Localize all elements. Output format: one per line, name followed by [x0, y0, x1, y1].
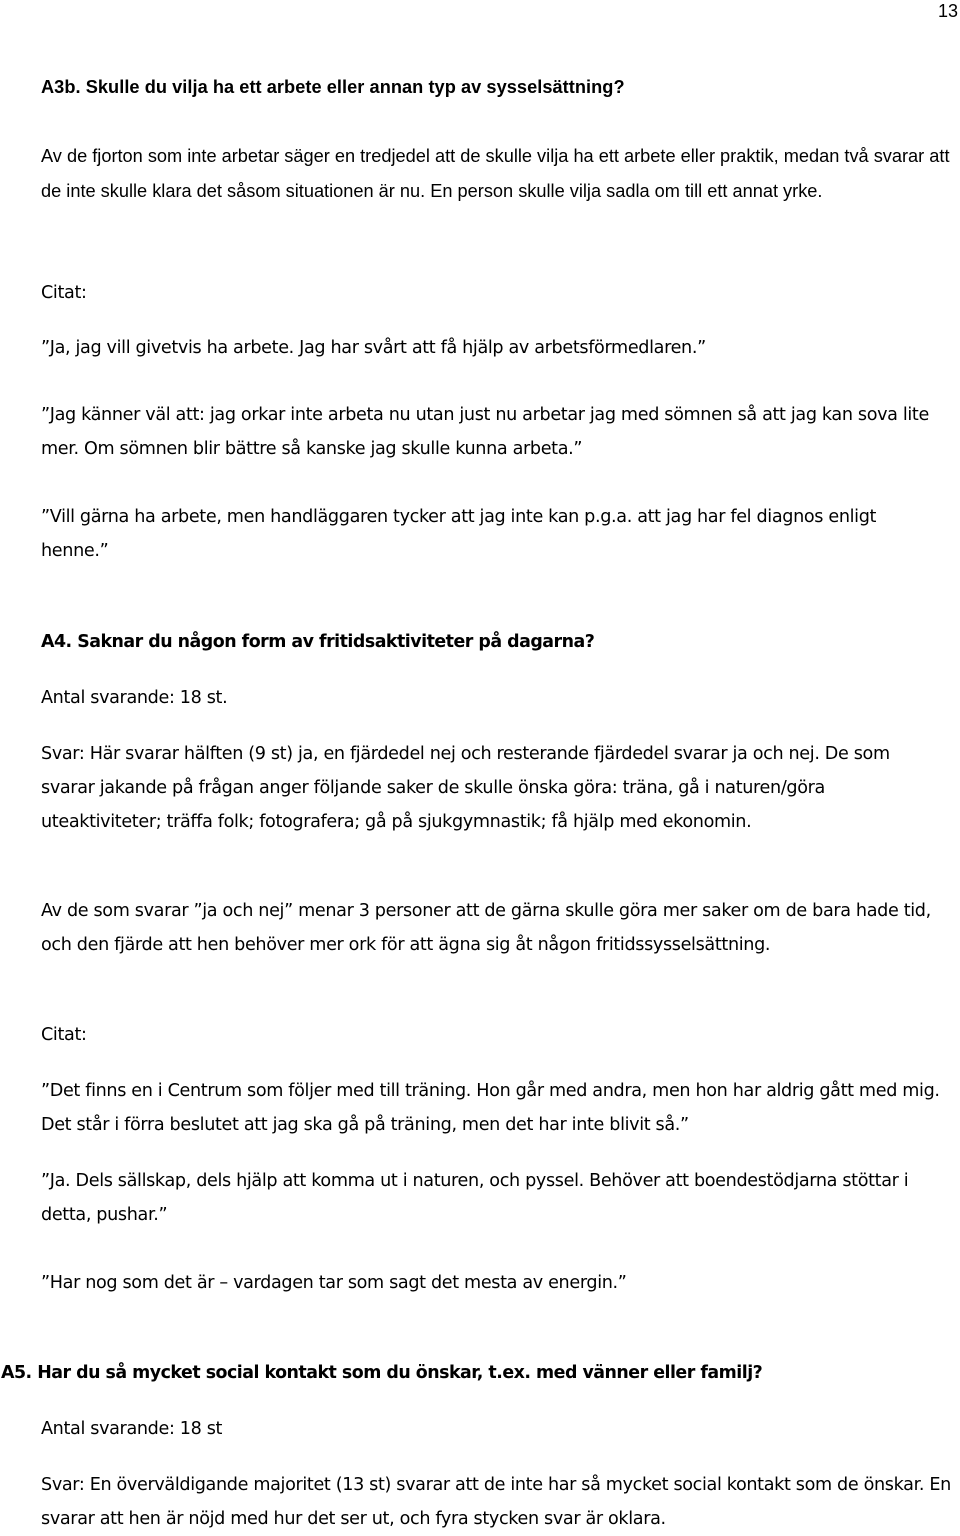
page-number: 13	[937, 1, 958, 21]
a4-answer-2: Av de som svarar ”ja och nej” menar 3 personer att de gärna skulle göra mer saker om de bara hade tid, och den fjärde att hen behöver mer ork för att ägna sig åt någon fritidssysselsättning.	[41, 901, 931, 955]
a5-respondents: Antal svarande: 18 st	[41, 1419, 223, 1439]
a3b-quote-label: Citat:	[41, 283, 87, 303]
a4-quote-2: ”Ja. Dels sällskap, dels hjälp att komma ut i naturen, och pyssel. Behöver att boendestödjarna stöttar i detta, pushar.”	[41, 1171, 909, 1225]
section-heading-a3b: A3b. Skulle du vilja ha ett arbete eller annan typ av sysselsättning?	[41, 77, 625, 97]
a4-answer: Svar: Här svarar hälften (9 st) ja, en fjärdedel nej och resterande fjärdedel svarar ja och nej. De som svarar jakande på frågan anger följande saker de skulle önska göra: träna, gå i naturen/göra uteaktiviteter; träffa folk; fotografera; gå på sjukgymnastik; få hjälp med ekonomin.	[41, 744, 890, 832]
a4-respondents: Antal svarande: 18 st.	[41, 688, 228, 708]
a4-quote-1: ”Det finns en i Centrum som följer med till träning. Hon går med andra, men hon har aldrig gått med mig. Det står i förra beslutet att jag ska gå på träning, men det har inte blivit så.”	[41, 1081, 940, 1135]
a3b-quote-3: ”Vill gärna ha arbete, men handläggaren tycker att jag inte kan p.g.a. att jag har fel diagnos enligt henne.”	[41, 507, 877, 561]
a5-answer: Svar: En överväldigande majoritet (13 st) svarar att de inte har så mycket social kontakt som de önskar. En svarar att hen är nöjd med hur det ser ut, och fyra stycken svar är oklara.	[41, 1475, 951, 1529]
section-heading-a5: A5. Har du så mycket social kontakt som du önskar, t.ex. med vänner eller familj?	[1, 1363, 763, 1383]
a4-quote-3: ”Har nog som det är – vardagen tar som sagt det mesta av energin.”	[41, 1273, 627, 1293]
a3b-quote-1: ”Ja, jag vill givetvis ha arbete. Jag har svårt att få hjälp av arbetsförmedlaren.”	[41, 338, 706, 358]
a3b-answer: Av de fjorton som inte arbetar säger en tredjedel att de skulle vilja ha ett arbete eller praktik, medan två svarar att de inte skulle klara det såsom situationen är nu. En person skulle vilja sadla om till ett annat yrke.	[41, 146, 950, 201]
section-heading-a4: A4. Saknar du någon form av fritidsaktiviteter på dagarna?	[41, 632, 595, 652]
a4-quote-label: Citat:	[41, 1025, 87, 1045]
a3b-quote-2: ”Jag känner väl att: jag orkar inte arbeta nu utan just nu arbetar jag med sömnen så att jag kan sova lite mer. Om sömnen blir bättre så kanske jag skulle kunna arbeta.”	[41, 405, 929, 459]
